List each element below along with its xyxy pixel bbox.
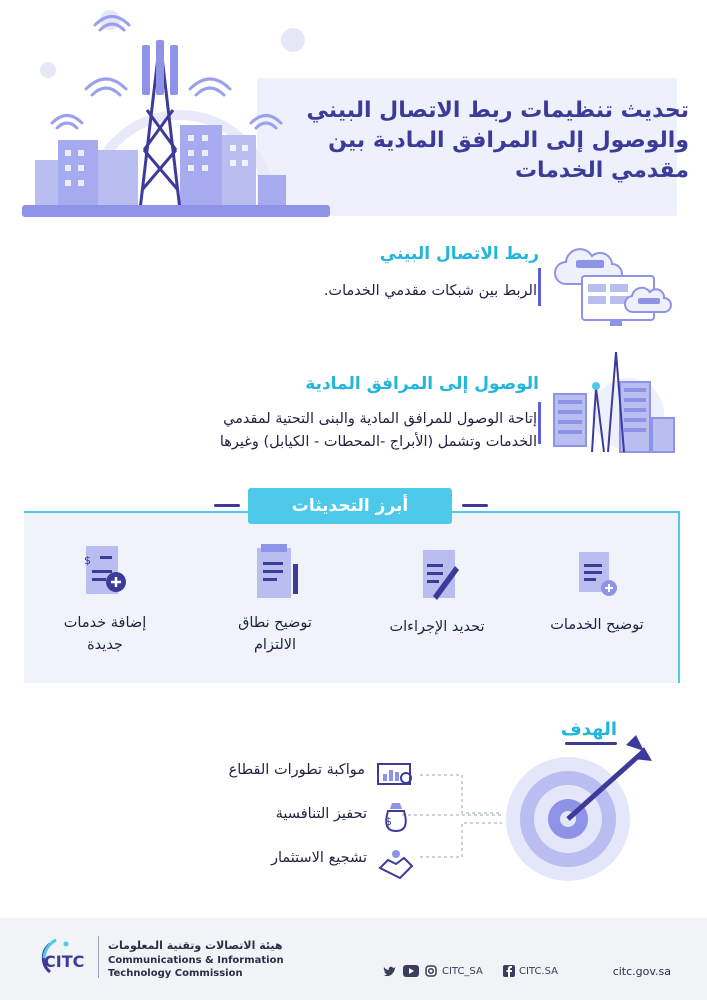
network-icon bbox=[548, 234, 678, 329]
goal-label: تحفيز التنافسية bbox=[275, 806, 367, 822]
twitter-icon[interactable] bbox=[383, 965, 397, 977]
document-pen-icon bbox=[407, 544, 467, 604]
section-accent-bar bbox=[538, 402, 541, 444]
interconnection-text: الربط بين شبكات مقدمي الخدمات. bbox=[323, 283, 537, 299]
analytics-icon bbox=[376, 762, 416, 788]
update-item-procedures bbox=[372, 544, 502, 638]
update-label: توضيح نطاق bbox=[238, 615, 312, 631]
org-name-english-line: Technology Commission bbox=[108, 968, 243, 979]
page-title bbox=[289, 96, 689, 186]
org-name-english-line: Communications & Information bbox=[108, 955, 284, 966]
skyline-illustration bbox=[0, 0, 330, 218]
facebook-icon[interactable] bbox=[503, 965, 515, 977]
update-label: جديدة bbox=[87, 637, 123, 653]
update-item-new-services bbox=[40, 542, 170, 656]
update-item-scope bbox=[210, 542, 340, 656]
section-accent-bar bbox=[538, 268, 541, 306]
instagram-icon[interactable] bbox=[425, 965, 437, 977]
goal-label: مواكبة تطورات القطاع bbox=[228, 762, 365, 778]
svg-text:$: $ bbox=[84, 554, 91, 567]
goal-title: الهدف bbox=[560, 719, 617, 740]
logo-text: CITC bbox=[44, 952, 85, 971]
update-item-services bbox=[532, 548, 662, 636]
social-handle[interactable]: CITC.SA bbox=[519, 966, 558, 977]
website-link[interactable]: citc.gov.sa bbox=[612, 965, 671, 978]
org-name-arabic: هيئة الاتصالات وتقنية المعلومات bbox=[108, 939, 283, 952]
facilities-text-line: إتاحة الوصول للمرافق المادية والبنى التحتية لمقدمي bbox=[223, 411, 537, 427]
svg-text:$: $ bbox=[385, 815, 392, 828]
footer bbox=[0, 918, 707, 1000]
facilities-title: الوصول إلى المرافق المادية bbox=[305, 374, 539, 394]
title-line: تحديث تنظيمات ربط الاتصال البيني bbox=[306, 98, 689, 123]
clipboard-pen-icon bbox=[243, 542, 307, 604]
badge-line-left bbox=[214, 504, 240, 507]
badge-line-right bbox=[462, 504, 488, 507]
facilities-icon bbox=[548, 348, 678, 460]
document-add-icon bbox=[571, 548, 623, 600]
facilities-text bbox=[37, 408, 537, 454]
money-bag-icon bbox=[380, 801, 412, 833]
update-label: الالتزام bbox=[253, 637, 297, 653]
updates-title: أبرز التحديثات bbox=[248, 488, 452, 524]
title-line: والوصول إلى المرافق المادية بين bbox=[328, 128, 689, 153]
social-handle[interactable]: CITC_SA bbox=[442, 966, 483, 977]
invoice-add-icon bbox=[74, 542, 136, 604]
update-label: إضافة خدمات bbox=[63, 615, 147, 631]
update-label: توضيح الخدمات bbox=[550, 617, 644, 633]
footer-divider bbox=[98, 936, 99, 978]
org-name-english bbox=[108, 954, 284, 980]
youtube-icon[interactable] bbox=[403, 965, 419, 977]
title-line: مقدمي الخدمات bbox=[514, 158, 689, 183]
target-icon bbox=[392, 735, 667, 905]
interconnection-title: ربط الاتصال البيني bbox=[379, 244, 539, 264]
goal-label: تشجيع الاستثمار bbox=[270, 850, 367, 866]
facilities-text-line: الخدمات وتشمل (الأبراج -المحطات - الكيابل) وغيرها bbox=[219, 434, 537, 450]
handshake-icon bbox=[376, 848, 416, 884]
update-label: تحديد الإجراءات bbox=[389, 619, 485, 635]
